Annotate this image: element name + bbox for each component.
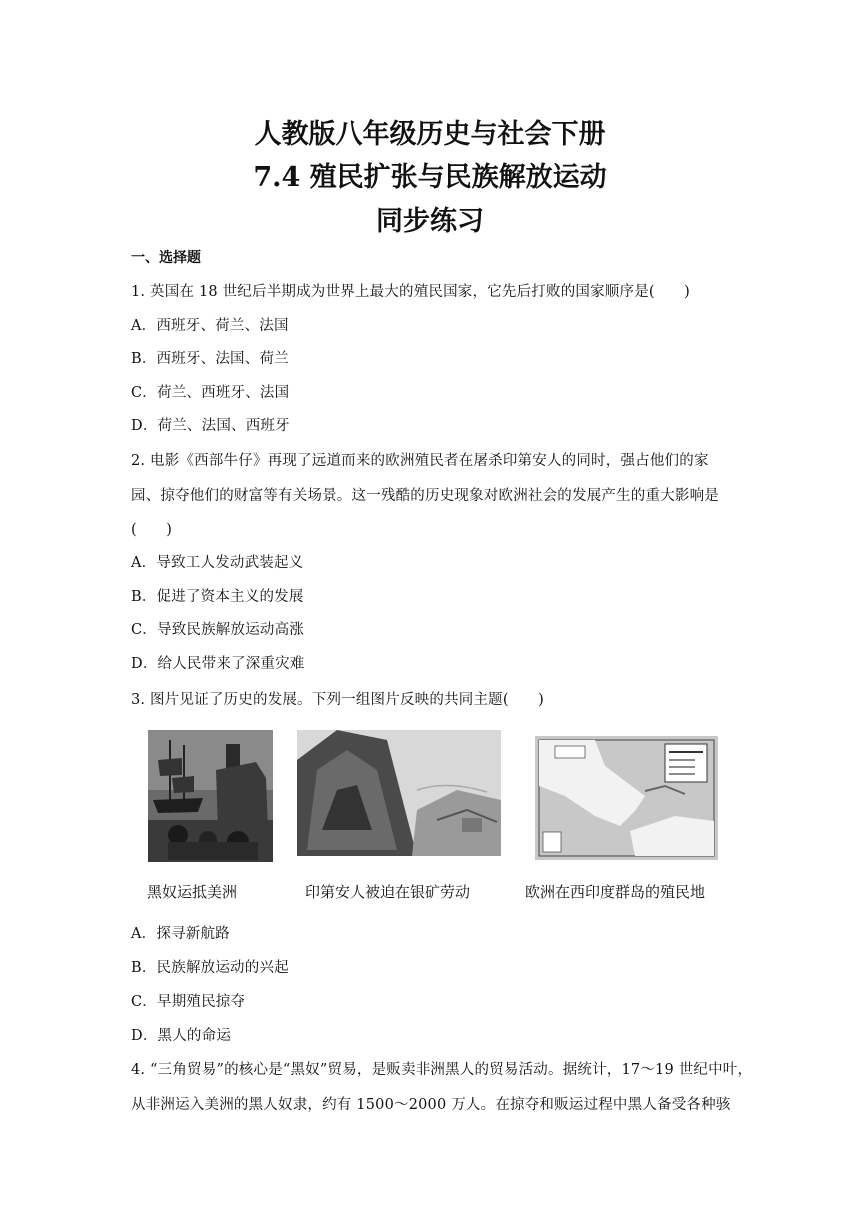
document-subtitle-2: 同步练习 [376,206,484,237]
question-1-option-a: A．西班牙、荷兰、法国 [131,318,289,334]
question-3-option-d: D．黑人的命运 [131,1028,232,1044]
question-2-stem-line-1: 2. 电影《西部牛仔》再现了远道而来的欧洲殖民者在屠杀印第安人的同时，强占他们的家 [131,453,709,469]
question-4-stem-line-1: 4. “三角贸易”的核心是“黑奴”贸易，是贩卖非洲黑人的贸易活动。据统计，17～19 世纪中叶， [131,1062,753,1078]
question-3-stem: 3. 图片见证了历史的发展。下列一组图片反映的共同主题( ) [131,692,544,708]
question-1-option-c: C．荷兰、西班牙、法国 [131,385,290,401]
question-2-stem-line-3: ( ) [131,522,173,538]
picture-caption-3: 欧洲在西印度群岛的殖民地 [525,883,706,901]
question-2-option-d: D．给人民带来了深重灾难 [131,656,305,672]
picture-caption-1: 黑奴运抵美洲 [147,883,238,901]
question-2-option-b: B．促进了资本主义的发展 [131,589,304,605]
question-2-option-c: C．导致民族解放运动高涨 [131,622,304,638]
question-1-stem: 1. 英国在 18 世纪后半期成为世界上最大的殖民国家，它先后打败的国家顺序是( ) [131,284,691,300]
question-2-option-a: A．导致工人发动武装起义 [131,555,304,571]
slave-ship-image [148,730,273,862]
question-1-option-b: B．西班牙、法国、荷兰 [131,351,289,367]
picture-caption-2: 印第安人被迫在银矿劳动 [305,883,471,901]
question-1-option-d: D．荷兰、法国、西班牙 [131,418,290,434]
section-heading: 一、选择题 [131,250,201,266]
colonial-map-image [535,736,718,860]
question-4-stem-line-2: 从非洲运入美洲的黑人奴隶，约有 1500～2000 万人。在掠夺和贩运过程中黑人备受各种骇 [131,1097,731,1113]
question-3-option-b: B．民族解放运动的兴起 [131,960,289,976]
question-3-option-c: C．早期殖民掠夺 [131,994,246,1010]
question-2-stem-line-2: 园、掠夺他们的财富等有关场景。这一残酷的历史现象对欧洲社会的发展产生的重大影响是 [131,488,719,504]
document-title: 人教版八年级历史与社会下册 [254,119,606,150]
silver-mine-image [297,730,501,856]
document-subtitle: 7.4 殖民扩张与民族解放运动 [253,162,607,193]
question-3-option-a: A．探寻新航路 [131,926,230,942]
